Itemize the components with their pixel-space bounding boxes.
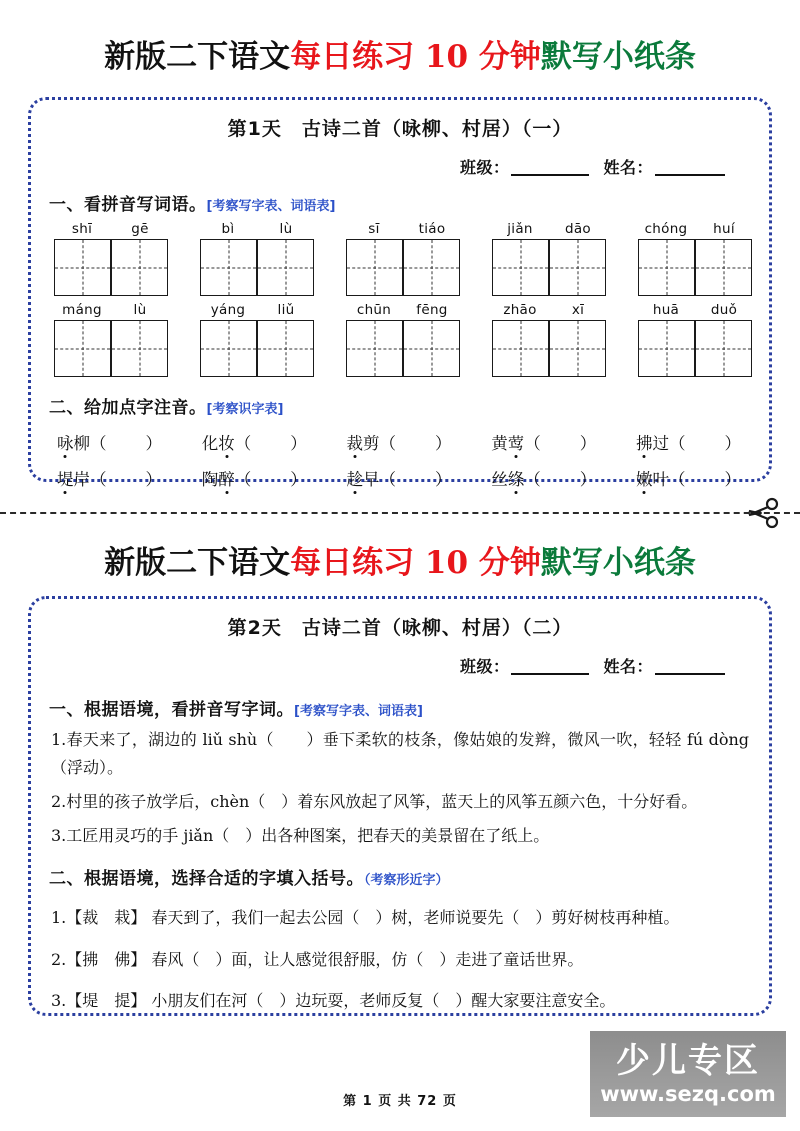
- day1-ex2-heading: [49, 393, 769, 418]
- pinyin-syllable: bì: [221, 221, 235, 237]
- pinyin-label: [53, 221, 169, 237]
- annotate-word-item: [347, 466, 454, 490]
- pinyin-label: [199, 221, 315, 237]
- pinyin-label: [637, 221, 753, 237]
- day1-title: 第1天 古诗二首（咏柳、村居）（一）: [227, 118, 573, 140]
- day1-ex2-heading-text: 二、给加点字注音。: [49, 398, 207, 418]
- dotted-character: 拂: [636, 434, 653, 453]
- tianzige-cell[interactable]: [111, 239, 168, 296]
- character: 柳: [73, 434, 90, 453]
- pinyin-word-cell: [637, 221, 753, 296]
- tianzige-box-pair[interactable]: [638, 239, 752, 296]
- pinyin-label: [345, 221, 461, 237]
- pinyin-word-cell: [637, 302, 753, 377]
- dotted-character: 咏: [57, 434, 74, 453]
- day2-ex1-note: [考察写字表、词语表]: [294, 704, 423, 719]
- pinyin-word-cell: [53, 221, 169, 296]
- pinyin-syllable: liǔ: [277, 302, 295, 318]
- day1-ex1-heading: [49, 190, 769, 215]
- dotted-character: 裁: [346, 434, 363, 453]
- tianzige-cell[interactable]: [346, 239, 403, 296]
- watermark-brand: 少儿专区: [616, 1040, 760, 1081]
- tianzige-box-pair[interactable]: [200, 239, 314, 296]
- day2-title: 第2天 古诗二首（咏柳、村居）（二）: [227, 617, 573, 639]
- pinyin-syllable: máng: [62, 302, 102, 318]
- dotted-character: 妆: [218, 434, 235, 453]
- pinyin-syllable: chūn: [356, 302, 392, 318]
- class-label: 班级：: [459, 158, 510, 177]
- day2-ex1-heading-text: 一、根据语境，看拼音写字词。: [49, 700, 294, 720]
- day1-ex1-row-1: [31, 221, 769, 296]
- class-label: 班级：: [459, 657, 510, 676]
- dotted-character: 嫩: [636, 470, 653, 489]
- tianzige-cell[interactable]: [549, 239, 606, 296]
- answer-parenthesis[interactable]: （ ）: [669, 434, 743, 453]
- day1-ex1-heading-text: 一、看拼音写词语。: [49, 195, 207, 215]
- pinyin-syllable: dāo: [564, 221, 591, 237]
- answer-parenthesis[interactable]: （ ）: [234, 434, 309, 453]
- watermark-url: www.sezq.com: [600, 1081, 776, 1106]
- character: 丝: [491, 470, 508, 489]
- pinyin-label: [345, 302, 461, 318]
- class-input-rule[interactable]: [511, 673, 589, 675]
- character: 过: [652, 434, 669, 453]
- annotate-word-item: [202, 430, 309, 454]
- answer-parenthesis[interactable]: （ ）: [524, 470, 599, 489]
- day2-identity-line: [31, 654, 769, 677]
- banner-red-text: 每日练习 10 分钟: [290, 39, 541, 75]
- day1-ex2-row-1: [31, 430, 769, 454]
- character: 早: [363, 470, 380, 489]
- tianzige-box-pair[interactable]: [346, 320, 460, 377]
- character: 岸: [73, 470, 90, 489]
- pinyin-syllable: huí: [713, 221, 735, 237]
- annotate-word-item: [491, 430, 598, 454]
- answer-parenthesis[interactable]: （ ）: [234, 470, 309, 489]
- dotted-character: 堤: [57, 470, 74, 489]
- name-label: 姓名：: [603, 158, 653, 177]
- day1-ex2-row-2: [31, 466, 769, 490]
- banner2-red-text: 每日练习 10 分钟: [290, 545, 541, 581]
- answer-parenthesis[interactable]: （ ）: [524, 434, 599, 453]
- annotate-word-item: [347, 430, 454, 454]
- day1-identity-line: [31, 155, 769, 178]
- banner-black-text: 新版二下语文: [104, 39, 291, 75]
- pinyin-syllable: yáng: [210, 302, 246, 318]
- site-watermark: [590, 1031, 786, 1117]
- day2-ex2-item-2: 2.【拂 佛】 春风（ ）面，让人感觉很舒服，仿（ ）走进了童话世界。: [51, 949, 584, 969]
- dotted-character: 莺: [507, 434, 525, 453]
- tianzige-cell[interactable]: [200, 239, 257, 296]
- day2-ex1-item-1: 1.春天来了，湖边的 liǔ shù（ ）垂下柔软的枝条，像姑娘的发辫，微风一吹，轻轻 fú dòng（浮动）。: [51, 730, 749, 777]
- page-title-banner-1: [0, 39, 800, 75]
- tianzige-cell[interactable]: [695, 320, 752, 377]
- pinyin-word-cell: [53, 302, 169, 377]
- cut-line: [0, 512, 800, 515]
- banner2-black-text: 新版二下语文: [104, 545, 291, 581]
- tianzige-box-pair[interactable]: [54, 320, 168, 377]
- page-title-banner-2: [0, 545, 800, 581]
- tianzige-cell[interactable]: [54, 239, 111, 296]
- day2-ex1-item-3: 3.工匠用灵巧的手 jiǎn（ ）出各种图案，把春天的美景留在了纸上。: [51, 826, 550, 845]
- tianzige-cell[interactable]: [638, 239, 695, 296]
- pinyin-word-cell: [345, 302, 461, 377]
- tianzige-cell[interactable]: [200, 320, 257, 377]
- tianzige-cell[interactable]: [549, 320, 606, 377]
- pinyin-syllable: tiáo: [418, 221, 446, 237]
- pinyin-word-cell: [345, 221, 461, 296]
- day2-ex2-note: （考察形近字）: [364, 873, 449, 888]
- pinyin-label: [53, 302, 169, 318]
- tianzige-cell[interactable]: [492, 320, 549, 377]
- tianzige-cell[interactable]: [492, 239, 549, 296]
- day2-card: [28, 596, 772, 1016]
- day2-ex2-heading: [49, 864, 769, 889]
- tianzige-cell[interactable]: [346, 320, 403, 377]
- day2-ex2-item-1: 1.【裁 栽】 春天到了，我们一起去公园（ ）树，老师说要先（ ）剪好树枝再种植。: [51, 908, 680, 927]
- answer-parenthesis[interactable]: （ ）: [90, 434, 164, 453]
- tianzige-box-pair[interactable]: [492, 320, 606, 377]
- pinyin-syllable: lù: [133, 302, 147, 318]
- character: 叶: [652, 470, 669, 489]
- day1-ex1-row-2: [31, 302, 769, 377]
- day1-card: [28, 97, 772, 489]
- tianzige-box-pair[interactable]: [200, 320, 314, 377]
- page-number-footer: 第 1 页 共 72 页: [343, 1094, 457, 1109]
- name-input-rule[interactable]: [655, 174, 725, 176]
- pinyin-syllable: duǒ: [710, 302, 738, 318]
- tianzige-cell[interactable]: [403, 320, 460, 377]
- pinyin-syllable: chóng: [644, 221, 688, 237]
- pinyin-syllable: zhāo: [503, 302, 537, 318]
- tianzige-box-pair[interactable]: [638, 320, 752, 377]
- tianzige-cell[interactable]: [403, 239, 460, 296]
- pinyin-word-cell: [199, 302, 315, 377]
- banner2-green-text: 默写小纸条: [540, 545, 696, 581]
- pinyin-syllable: fēng: [416, 302, 448, 318]
- pinyin-syllable: lù: [279, 221, 293, 237]
- dotted-character: 趁: [346, 470, 363, 489]
- tianzige-cell[interactable]: [638, 320, 695, 377]
- pinyin-syllable: xī: [571, 302, 585, 318]
- annotate-word-item: [636, 430, 743, 454]
- day2-ex1-item-2: 2.村里的孩子放学后，chèn（ ）着东风放起了风筝，蓝天上的风筝五颜六色，十分好看。: [51, 792, 698, 811]
- pinyin-label: [491, 302, 607, 318]
- pinyin-syllable: sī: [368, 221, 380, 237]
- pinyin-label: [491, 221, 607, 237]
- pinyin-label: [637, 302, 753, 318]
- character: 陶: [201, 470, 219, 489]
- annotate-word-item: [57, 466, 164, 490]
- scissors-icon: [742, 493, 782, 533]
- character: 黄: [491, 434, 508, 453]
- tianzige-cell[interactable]: [257, 239, 314, 296]
- answer-parenthesis[interactable]: （ ）: [379, 470, 454, 489]
- tianzige-cell[interactable]: [257, 320, 314, 377]
- pinyin-syllable: jiǎn: [507, 221, 533, 237]
- banner-green-text: 默写小纸条: [540, 39, 696, 75]
- tianzige-cell[interactable]: [111, 320, 168, 377]
- annotate-word-item: [636, 466, 743, 490]
- answer-parenthesis[interactable]: （ ）: [379, 434, 454, 453]
- name-label: 姓名：: [603, 657, 653, 676]
- pinyin-syllable: shī: [71, 221, 93, 237]
- pinyin-word-cell: [491, 302, 607, 377]
- name-input-rule[interactable]: [655, 673, 725, 675]
- pinyin-syllable: huā: [652, 302, 680, 318]
- tianzige-box-pair[interactable]: [54, 239, 168, 296]
- annotate-word-item: [57, 430, 164, 454]
- pinyin-syllable: gē: [131, 221, 149, 237]
- day2-ex2-heading-text: 二、根据语境，选择合适的字填入括号。: [49, 869, 364, 889]
- annotate-word-item: [491, 466, 598, 490]
- tianzige-cell[interactable]: [54, 320, 111, 377]
- annotate-word-item: [202, 466, 309, 490]
- pinyin-word-cell: [199, 221, 315, 296]
- day1-ex1-note: [考察写字表、词语表]: [206, 199, 336, 214]
- tianzige-cell[interactable]: [695, 239, 752, 296]
- dotted-character: 绦: [507, 470, 525, 489]
- pinyin-label: [199, 302, 315, 318]
- day2-ex1-heading: [49, 695, 769, 720]
- tianzige-box-pair[interactable]: [492, 239, 606, 296]
- class-input-rule[interactable]: [511, 174, 589, 176]
- character: 化: [201, 434, 219, 453]
- day2-ex2-item-3: 3.【堤 提】 小朋友们在河（ ）边玩耍，老师反复（ ）醒大家要注意安全。: [51, 991, 616, 1011]
- pinyin-word-cell: [491, 221, 607, 296]
- dotted-character: 醉: [218, 470, 235, 489]
- answer-parenthesis[interactable]: （ ）: [90, 470, 164, 489]
- tianzige-box-pair[interactable]: [346, 239, 460, 296]
- answer-parenthesis[interactable]: （ ）: [669, 470, 743, 489]
- character: 剪: [363, 434, 380, 453]
- day1-ex2-note: [考察识字表]: [206, 402, 284, 417]
